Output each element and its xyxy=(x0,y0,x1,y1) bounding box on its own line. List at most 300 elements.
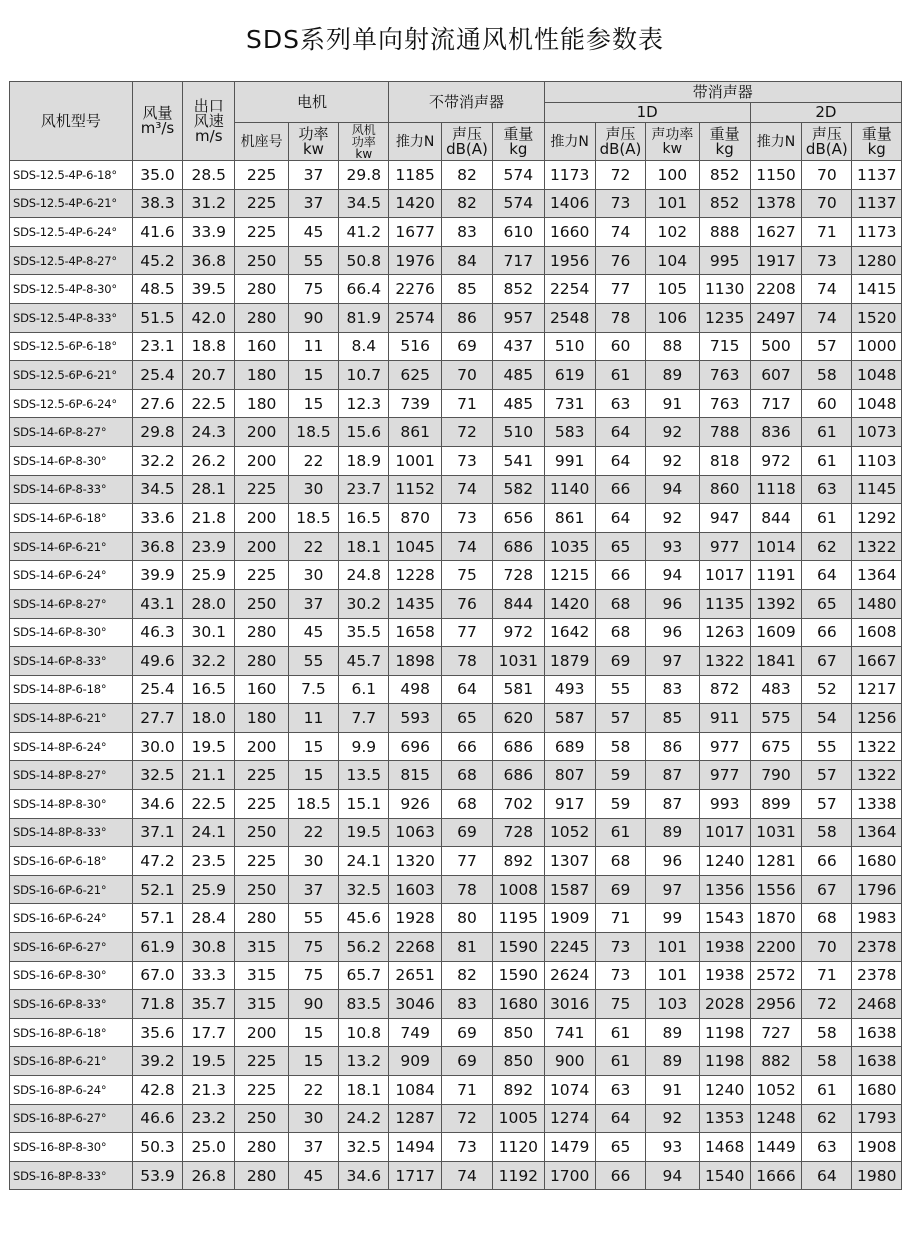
cell-power: 7.5 xyxy=(288,675,338,704)
cell-frame: 200 xyxy=(235,446,288,475)
cell-thrust-1d: 1587 xyxy=(544,875,595,904)
cell-shaft-power: 10.7 xyxy=(339,361,389,390)
cell-weight-2d: 1608 xyxy=(852,618,902,647)
cell-sound-pressure: 68 xyxy=(441,761,492,790)
cell-frame: 225 xyxy=(235,161,288,190)
cell-sound-power-1d: 97 xyxy=(646,875,699,904)
cell-model: SDS-16-8P-6-27° xyxy=(10,1104,133,1133)
header-shaft-label-2: 功率 xyxy=(351,134,376,149)
cell-thrust-1d: 689 xyxy=(544,732,595,761)
cell-weight-2d: 1292 xyxy=(852,504,902,533)
cell-weight-2d: 1480 xyxy=(852,589,902,618)
cell-weight-1d: 1017 xyxy=(699,818,750,847)
cell-power: 15 xyxy=(288,1047,338,1076)
cell-shaft-power: 23.7 xyxy=(339,475,389,504)
cell-model: SDS-12.5-6P-6-21° xyxy=(10,361,133,390)
cell-thrust-1d: 1479 xyxy=(544,1133,595,1162)
cell-outlet-speed: 26.2 xyxy=(183,446,235,475)
header-model: 风机型号 xyxy=(10,82,133,161)
cell-outlet-speed: 42.0 xyxy=(183,303,235,332)
cell-weight: 541 xyxy=(493,446,544,475)
table-row xyxy=(10,446,902,475)
cell-weight-1d: 872 xyxy=(699,675,750,704)
cell-weight-2d: 1680 xyxy=(852,847,902,876)
cell-weight-1d: 1263 xyxy=(699,618,750,647)
cell-sound-pressure-1d: 69 xyxy=(595,875,645,904)
cell-thrust-2d: 1556 xyxy=(750,875,801,904)
cell-sound-pressure-2d: 71 xyxy=(802,218,852,247)
cell-weight: 1005 xyxy=(493,1104,544,1133)
cell-thrust-1d: 731 xyxy=(544,389,595,418)
cell-thrust: 696 xyxy=(389,732,441,761)
cell-thrust-2d: 1281 xyxy=(750,847,801,876)
cell-sound-pressure-1d: 61 xyxy=(595,1018,645,1047)
cell-frame: 180 xyxy=(235,361,288,390)
cell-thrust-2d: 575 xyxy=(750,704,801,733)
cell-outlet-speed: 30.1 xyxy=(183,618,235,647)
cell-weight: 1195 xyxy=(493,904,544,933)
cell-thrust-1d: 1035 xyxy=(544,532,595,561)
cell-power: 11 xyxy=(288,704,338,733)
cell-weight-1d: 1540 xyxy=(699,1161,750,1190)
cell-sound-pressure-1d: 68 xyxy=(595,589,645,618)
cell-weight-1d: 888 xyxy=(699,218,750,247)
cell-power: 15 xyxy=(288,761,338,790)
cell-frame: 180 xyxy=(235,389,288,418)
cell-airflow: 49.6 xyxy=(132,647,182,676)
cell-outlet-speed: 22.5 xyxy=(183,389,235,418)
cell-sound-power-1d: 83 xyxy=(646,675,699,704)
cell-thrust: 1045 xyxy=(389,532,441,561)
cell-airflow: 35.0 xyxy=(132,161,182,190)
cell-shaft-power: 34.6 xyxy=(339,1161,389,1190)
cell-sound-pressure-1d: 61 xyxy=(595,361,645,390)
cell-weight-1d: 715 xyxy=(699,332,750,361)
cell-model: SDS-14-8P-6-21° xyxy=(10,704,133,733)
cell-sound-pressure-1d: 66 xyxy=(595,475,645,504)
cell-outlet-speed: 33.3 xyxy=(183,961,235,990)
cell-weight: 1120 xyxy=(493,1133,544,1162)
cell-sound-pressure-1d: 73 xyxy=(595,961,645,990)
cell-shaft-power: 50.8 xyxy=(339,246,389,275)
cell-weight-1d: 1938 xyxy=(699,961,750,990)
cell-weight: 850 xyxy=(493,1018,544,1047)
header-power-unit: kw xyxy=(302,139,324,158)
cell-sound-power-1d: 92 xyxy=(646,418,699,447)
cell-weight: 1590 xyxy=(493,933,544,962)
cell-thrust: 2268 xyxy=(389,933,441,962)
cell-weight: 485 xyxy=(493,361,544,390)
cell-outlet-speed: 17.7 xyxy=(183,1018,235,1047)
cell-outlet-speed: 16.5 xyxy=(183,675,235,704)
cell-sound-pressure-2d: 72 xyxy=(802,990,852,1019)
cell-power: 45 xyxy=(288,1161,338,1190)
cell-thrust-1d: 1274 xyxy=(544,1104,595,1133)
cell-thrust-2d: 1378 xyxy=(750,189,801,218)
header-outlet-unit: m/s xyxy=(195,126,223,145)
cell-weight: 610 xyxy=(493,218,544,247)
header-wt-label: 重量 xyxy=(503,124,534,143)
table-row xyxy=(10,647,902,676)
cell-weight-2d: 1638 xyxy=(852,1047,902,1076)
cell-outlet-speed: 19.5 xyxy=(183,1047,235,1076)
cell-shaft-power: 15.1 xyxy=(339,790,389,819)
cell-airflow: 29.8 xyxy=(132,418,182,447)
cell-model: SDS-16-6P-6-27° xyxy=(10,933,133,962)
cell-sound-power-1d: 102 xyxy=(646,218,699,247)
cell-model: SDS-12.5-4P-8-33° xyxy=(10,303,133,332)
cell-model: SDS-16-8P-6-18° xyxy=(10,1018,133,1047)
cell-sound-power-1d: 94 xyxy=(646,1161,699,1190)
cell-thrust-2d: 727 xyxy=(750,1018,801,1047)
table-row xyxy=(10,790,902,819)
cell-thrust: 1717 xyxy=(389,1161,441,1190)
cell-model: SDS-14-6P-8-33° xyxy=(10,647,133,676)
header-sp-2 xyxy=(802,123,852,161)
cell-sound-pressure: 73 xyxy=(441,1133,492,1162)
cell-weight-1d: 1017 xyxy=(699,561,750,590)
cell-sound-pressure-2d: 70 xyxy=(802,933,852,962)
table-row xyxy=(10,1018,902,1047)
cell-weight-1d: 911 xyxy=(699,704,750,733)
cell-outlet-speed: 24.3 xyxy=(183,418,235,447)
cell-thrust-1d: 1956 xyxy=(544,246,595,275)
cell-sound-pressure-2d: 70 xyxy=(802,189,852,218)
header-wt-2 xyxy=(852,123,902,161)
cell-sound-pressure-2d: 62 xyxy=(802,532,852,561)
cell-thrust-2d: 1917 xyxy=(750,246,801,275)
cell-weight-1d: 977 xyxy=(699,732,750,761)
cell-thrust-2d: 790 xyxy=(750,761,801,790)
cell-thrust-1d: 1642 xyxy=(544,618,595,647)
header-power-label: 功率 xyxy=(298,124,329,143)
cell-weight: 852 xyxy=(493,275,544,304)
table-row xyxy=(10,875,902,904)
cell-frame: 315 xyxy=(235,933,288,962)
cell-weight: 686 xyxy=(493,732,544,761)
cell-weight: 1590 xyxy=(493,961,544,990)
cell-sound-pressure-1d: 66 xyxy=(595,1161,645,1190)
cell-weight-2d: 1322 xyxy=(852,761,902,790)
cell-sound-pressure: 81 xyxy=(441,933,492,962)
cell-weight-1d: 1356 xyxy=(699,875,750,904)
cell-weight-1d: 788 xyxy=(699,418,750,447)
cell-sound-pressure: 77 xyxy=(441,618,492,647)
cell-model: SDS-14-8P-6-24° xyxy=(10,732,133,761)
cell-sound-pressure-1d: 59 xyxy=(595,761,645,790)
cell-model: SDS-14-8P-8-30° xyxy=(10,790,133,819)
cell-sound-pressure-1d: 78 xyxy=(595,303,645,332)
cell-sound-power-1d: 96 xyxy=(646,618,699,647)
cell-thrust-1d: 917 xyxy=(544,790,595,819)
cell-airflow: 47.2 xyxy=(132,847,182,876)
cell-frame: 225 xyxy=(235,561,288,590)
cell-airflow: 27.7 xyxy=(132,704,182,733)
performance-table xyxy=(9,81,902,1190)
cell-sound-pressure-1d: 63 xyxy=(595,389,645,418)
cell-weight-2d: 1980 xyxy=(852,1161,902,1190)
cell-thrust-1d: 1406 xyxy=(544,189,595,218)
cell-airflow: 46.6 xyxy=(132,1104,182,1133)
cell-thrust: 1063 xyxy=(389,818,441,847)
cell-outlet-speed: 18.8 xyxy=(183,332,235,361)
header-airflow xyxy=(132,82,182,161)
cell-model: SDS-14-8P-8-33° xyxy=(10,818,133,847)
cell-thrust-1d: 1700 xyxy=(544,1161,595,1190)
cell-weight-1d: 860 xyxy=(699,475,750,504)
cell-airflow: 32.5 xyxy=(132,761,182,790)
cell-model: SDS-16-8P-8-30° xyxy=(10,1133,133,1162)
cell-thrust-1d: 2624 xyxy=(544,961,595,990)
cell-thrust: 1084 xyxy=(389,1076,441,1105)
cell-weight-1d: 818 xyxy=(699,446,750,475)
cell-power: 75 xyxy=(288,961,338,990)
cell-airflow: 34.5 xyxy=(132,475,182,504)
cell-sound-pressure: 75 xyxy=(441,561,492,590)
table-row xyxy=(10,761,902,790)
cell-sound-pressure-2d: 55 xyxy=(802,732,852,761)
cell-model: SDS-14-6P-6-21° xyxy=(10,532,133,561)
cell-model: SDS-16-8P-8-33° xyxy=(10,1161,133,1190)
cell-thrust-2d: 483 xyxy=(750,675,801,704)
cell-sound-pressure-1d: 69 xyxy=(595,647,645,676)
cell-sound-power-1d: 87 xyxy=(646,761,699,790)
cell-sound-power-1d: 87 xyxy=(646,790,699,819)
cell-thrust-2d: 675 xyxy=(750,732,801,761)
cell-model: SDS-12.5-4P-6-24° xyxy=(10,218,133,247)
cell-weight-2d: 1908 xyxy=(852,1133,902,1162)
cell-weight-2d: 1793 xyxy=(852,1104,902,1133)
cell-frame: 280 xyxy=(235,1133,288,1162)
cell-weight-1d: 1235 xyxy=(699,303,750,332)
cell-power: 18.5 xyxy=(288,418,338,447)
cell-sound-pressure-1d: 76 xyxy=(595,246,645,275)
cell-frame: 180 xyxy=(235,704,288,733)
cell-frame: 280 xyxy=(235,647,288,676)
cell-weight: 850 xyxy=(493,1047,544,1076)
cell-frame: 250 xyxy=(235,589,288,618)
cell-outlet-speed: 18.0 xyxy=(183,704,235,733)
cell-sound-pressure-1d: 66 xyxy=(595,561,645,590)
cell-power: 18.5 xyxy=(288,504,338,533)
cell-thrust-1d: 2254 xyxy=(544,275,595,304)
cell-thrust-1d: 587 xyxy=(544,704,595,733)
header-1d: 1D xyxy=(544,103,750,123)
cell-shaft-power: 32.5 xyxy=(339,1133,389,1162)
cell-sound-power-1d: 101 xyxy=(646,961,699,990)
cell-sound-pressure-1d: 61 xyxy=(595,1047,645,1076)
cell-airflow: 39.9 xyxy=(132,561,182,590)
cell-sound-pressure-2d: 70 xyxy=(802,161,852,190)
header-swl-unit: kw xyxy=(662,140,683,157)
cell-sound-power-1d: 100 xyxy=(646,161,699,190)
cell-frame: 250 xyxy=(235,818,288,847)
header-outlet-speed xyxy=(183,82,235,161)
cell-airflow: 36.8 xyxy=(132,532,182,561)
cell-weight-2d: 1217 xyxy=(852,675,902,704)
cell-shaft-power: 10.8 xyxy=(339,1018,389,1047)
cell-sound-pressure: 69 xyxy=(441,332,492,361)
header-shaft-power xyxy=(339,123,389,161)
cell-thrust-2d: 899 xyxy=(750,790,801,819)
cell-weight-1d: 852 xyxy=(699,189,750,218)
cell-frame: 250 xyxy=(235,875,288,904)
cell-weight-2d: 1667 xyxy=(852,647,902,676)
cell-sound-pressure-2d: 67 xyxy=(802,875,852,904)
cell-sound-pressure: 71 xyxy=(441,1076,492,1105)
cell-thrust-2d: 717 xyxy=(750,389,801,418)
cell-outlet-speed: 22.5 xyxy=(183,790,235,819)
cell-airflow: 61.9 xyxy=(132,933,182,962)
cell-airflow: 33.6 xyxy=(132,504,182,533)
cell-shaft-power: 83.5 xyxy=(339,990,389,1019)
cell-sound-pressure-1d: 68 xyxy=(595,847,645,876)
cell-thrust: 1677 xyxy=(389,218,441,247)
cell-thrust-2d: 2497 xyxy=(750,303,801,332)
table-body xyxy=(10,161,902,1190)
cell-thrust-2d: 607 xyxy=(750,361,801,390)
cell-thrust-1d: 900 xyxy=(544,1047,595,1076)
header-swl-label: 声功率 xyxy=(651,126,694,143)
cell-sound-power-1d: 106 xyxy=(646,303,699,332)
header-sp-1 xyxy=(595,123,645,161)
cell-shaft-power: 41.2 xyxy=(339,218,389,247)
cell-thrust: 498 xyxy=(389,675,441,704)
cell-thrust: 1152 xyxy=(389,475,441,504)
cell-sound-pressure: 77 xyxy=(441,847,492,876)
cell-weight: 574 xyxy=(493,161,544,190)
cell-airflow: 34.6 xyxy=(132,790,182,819)
cell-outlet-speed: 19.5 xyxy=(183,732,235,761)
cell-weight-2d: 1338 xyxy=(852,790,902,819)
cell-shaft-power: 13.5 xyxy=(339,761,389,790)
cell-sound-pressure-2d: 63 xyxy=(802,475,852,504)
cell-sound-pressure: 68 xyxy=(441,790,492,819)
cell-sound-pressure-2d: 58 xyxy=(802,1047,852,1076)
cell-sound-pressure: 82 xyxy=(441,161,492,190)
table-row xyxy=(10,218,902,247)
cell-frame: 225 xyxy=(235,218,288,247)
cell-sound-pressure-1d: 63 xyxy=(595,1076,645,1105)
cell-sound-pressure: 64 xyxy=(441,675,492,704)
cell-outlet-speed: 24.1 xyxy=(183,818,235,847)
cell-weight-2d: 1796 xyxy=(852,875,902,904)
cell-thrust-2d: 500 xyxy=(750,332,801,361)
table-row xyxy=(10,189,902,218)
header-sp-unit: dB(A) xyxy=(805,139,848,158)
header-sp-label: 声压 xyxy=(451,124,482,143)
cell-model: SDS-14-8P-6-18° xyxy=(10,675,133,704)
cell-power: 75 xyxy=(288,933,338,962)
cell-sound-pressure-1d: 65 xyxy=(595,532,645,561)
cell-power: 45 xyxy=(288,218,338,247)
cell-sound-pressure-1d: 71 xyxy=(595,904,645,933)
table-row xyxy=(10,1133,902,1162)
cell-outlet-speed: 25.0 xyxy=(183,1133,235,1162)
header-sp-label: 声压 xyxy=(605,124,636,143)
cell-airflow: 50.3 xyxy=(132,1133,182,1162)
cell-weight: 844 xyxy=(493,589,544,618)
cell-sound-pressure: 70 xyxy=(441,361,492,390)
cell-outlet-speed: 28.0 xyxy=(183,589,235,618)
cell-sound-pressure-2d: 57 xyxy=(802,761,852,790)
cell-power: 22 xyxy=(288,446,338,475)
cell-weight: 728 xyxy=(493,818,544,847)
cell-thrust-2d: 1666 xyxy=(750,1161,801,1190)
cell-sound-pressure-1d: 74 xyxy=(595,218,645,247)
cell-frame: 280 xyxy=(235,275,288,304)
cell-thrust: 593 xyxy=(389,704,441,733)
cell-sound-power-1d: 86 xyxy=(646,732,699,761)
cell-shaft-power: 56.2 xyxy=(339,933,389,962)
cell-sound-power-1d: 96 xyxy=(646,847,699,876)
table-row xyxy=(10,275,902,304)
cell-thrust-2d: 1031 xyxy=(750,818,801,847)
header-thrust-1: 推力N xyxy=(544,123,595,161)
cell-weight-2d: 1137 xyxy=(852,161,902,190)
table-row xyxy=(10,1161,902,1190)
cell-sound-pressure-1d: 64 xyxy=(595,446,645,475)
cell-thrust-1d: 807 xyxy=(544,761,595,790)
cell-weight-1d: 763 xyxy=(699,389,750,418)
header-wt-unit: kg xyxy=(867,139,886,158)
cell-weight-1d: 1543 xyxy=(699,904,750,933)
table-row xyxy=(10,675,902,704)
cell-outlet-speed: 28.4 xyxy=(183,904,235,933)
cell-power: 37 xyxy=(288,1133,338,1162)
cell-shaft-power: 13.2 xyxy=(339,1047,389,1076)
cell-model: SDS-12.5-6P-6-24° xyxy=(10,389,133,418)
cell-airflow: 38.3 xyxy=(132,189,182,218)
header-outlet-label-1: 出口 xyxy=(193,96,224,115)
cell-airflow: 48.5 xyxy=(132,275,182,304)
cell-sound-pressure-2d: 62 xyxy=(802,1104,852,1133)
cell-thrust-1d: 1909 xyxy=(544,904,595,933)
cell-weight: 702 xyxy=(493,790,544,819)
cell-outlet-speed: 23.2 xyxy=(183,1104,235,1133)
cell-airflow: 39.2 xyxy=(132,1047,182,1076)
cell-frame: 225 xyxy=(235,1076,288,1105)
cell-sound-pressure: 72 xyxy=(441,418,492,447)
cell-power: 30 xyxy=(288,561,338,590)
cell-thrust-2d: 2208 xyxy=(750,275,801,304)
cell-airflow: 37.1 xyxy=(132,818,182,847)
header-outlet-label-2: 风速 xyxy=(193,111,224,130)
cell-sound-pressure-2d: 64 xyxy=(802,561,852,590)
cell-frame: 225 xyxy=(235,1047,288,1076)
cell-model: SDS-16-8P-6-24° xyxy=(10,1076,133,1105)
table-row xyxy=(10,246,902,275)
cell-thrust: 1658 xyxy=(389,618,441,647)
header-shaft-label-1: 风机 xyxy=(351,122,376,137)
cell-airflow: 30.0 xyxy=(132,732,182,761)
cell-sound-pressure-1d: 73 xyxy=(595,189,645,218)
cell-thrust-2d: 2572 xyxy=(750,961,801,990)
cell-shaft-power: 29.8 xyxy=(339,161,389,190)
header-thrust-2: 推力N xyxy=(750,123,801,161)
cell-sound-pressure: 84 xyxy=(441,246,492,275)
cell-frame: 315 xyxy=(235,961,288,990)
table-row xyxy=(10,418,902,447)
cell-thrust-2d: 972 xyxy=(750,446,801,475)
cell-sound-power-1d: 92 xyxy=(646,504,699,533)
cell-model: SDS-16-6P-6-18° xyxy=(10,847,133,876)
cell-frame: 225 xyxy=(235,847,288,876)
cell-power: 75 xyxy=(288,275,338,304)
cell-thrust-2d: 2956 xyxy=(750,990,801,1019)
header-2d: 2D xyxy=(750,103,901,123)
cell-sound-pressure-2d: 61 xyxy=(802,504,852,533)
